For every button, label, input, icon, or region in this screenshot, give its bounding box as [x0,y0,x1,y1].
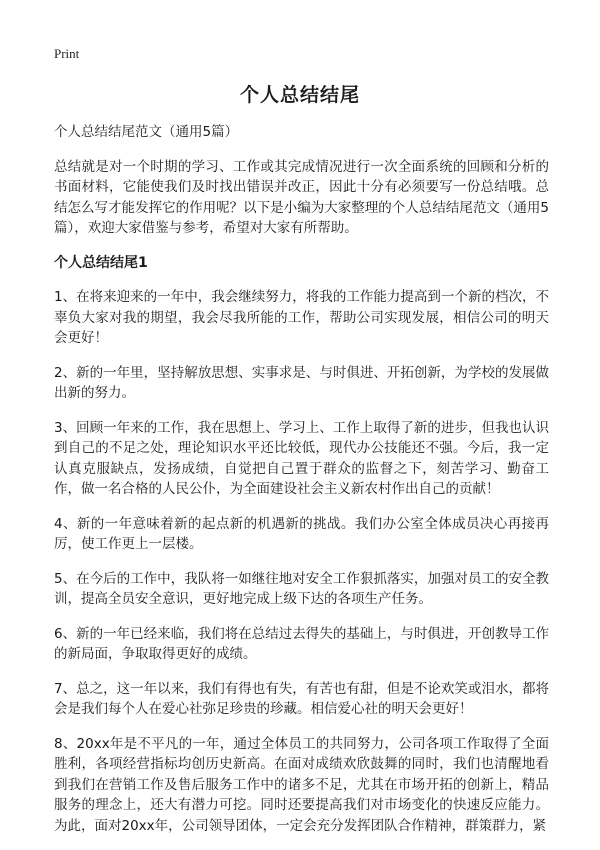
paragraph-4: 4、新的一年意味着新的起点新的机遇新的挑战。我们办公室全体成员决心再接再厉，使工作更上一层楼。 [54,515,549,552]
document-subtitle: 个人总结结尾范文（通用5篇） [54,124,239,140]
paragraph-5: 5、在今后的工作中，我队将一如继往地对安全工作狠抓落实，加强对员工的安全教训，提高全员安全意识，更好地完成上级下达的各项生产任务。 [54,570,549,607]
paragraph-1: 1、在将来迎来的一年中，我会继续努力，将我的工作能力提高到一个新的档次，不辜负大家对我的期望，我会尽我所能的工作，帮助公司实现发展，相信公司的明天会更好！ [54,289,549,346]
print-label: Print [54,46,80,61]
paragraph-6: 6、新的一年已经来临，我们将在总结过去得失的基础上，与时俱进，开创教导工作的新局面，争取取得更好的成绩。 [54,625,549,662]
document-title: 个人总结结尾 [239,84,360,106]
section-heading: 个人总结结尾1 [54,254,148,271]
paragraph-3: 3、回顾一年来的工作，我在思想上、学习上、工作上取得了新的进步，但我也认识到自己的不足之处，理论知识水平还比较低，现代办公技能还不强。今后，我一定认真克服缺点，发扬成绩，自觉把自己置于群众的监督之下，刻苦学习、勤奋工作，做一名合格的人民公仆，为全面建设社会主义新农村作出自己的贡献！ [54,419,549,497]
paragraph-8: 8、20xx年是不平凡的一年，通过全体员工的共同努力，公司各项工作取得了全面胜利，各项经营指标均创历史新高。在面对成绩欢欣鼓舞的同时，我们也清醒地看到我们在营销工作及售后服务工作中的诸多不足，尤其在市场开拓的创新上，精品服务的理念上，还大有潜力可挖。同时还要提高我们对市场变化的快速反应能力。为此，面对20xx年，公司领导团体，一定会充分发挥团队合作精神，群策群力，紧 [54,735,549,834]
paragraph-2: 2、新的一年里，坚持解放思想、实事求是、与时俱进、开拓创新，为学校的发展做出新的努力。 [54,364,549,401]
intro-paragraph: 总结就是对一个时期的学习、工作或其完成情况进行一次全面系统的回顾和分析的书面材料，它能使我们及时找出错误并改正，因此十分有必须要写一份总结哦。总结怎么写才能发挥它的作用呢？以下是小编为大家整理的个人总结结尾范文（通用5篇），欢迎大家借鉴与参考，希望对大家有所帮助。 [54,158,549,236]
document-body [54,122,549,850]
paragraph-7: 7、总之，这一年以来，我们有得也有失，有苦也有甜，但是不论欢笑或泪水，都将会是我们每个人在爱心社弥足珍贵的珍藏。相信爱心社的明天会更好！ [54,680,549,717]
